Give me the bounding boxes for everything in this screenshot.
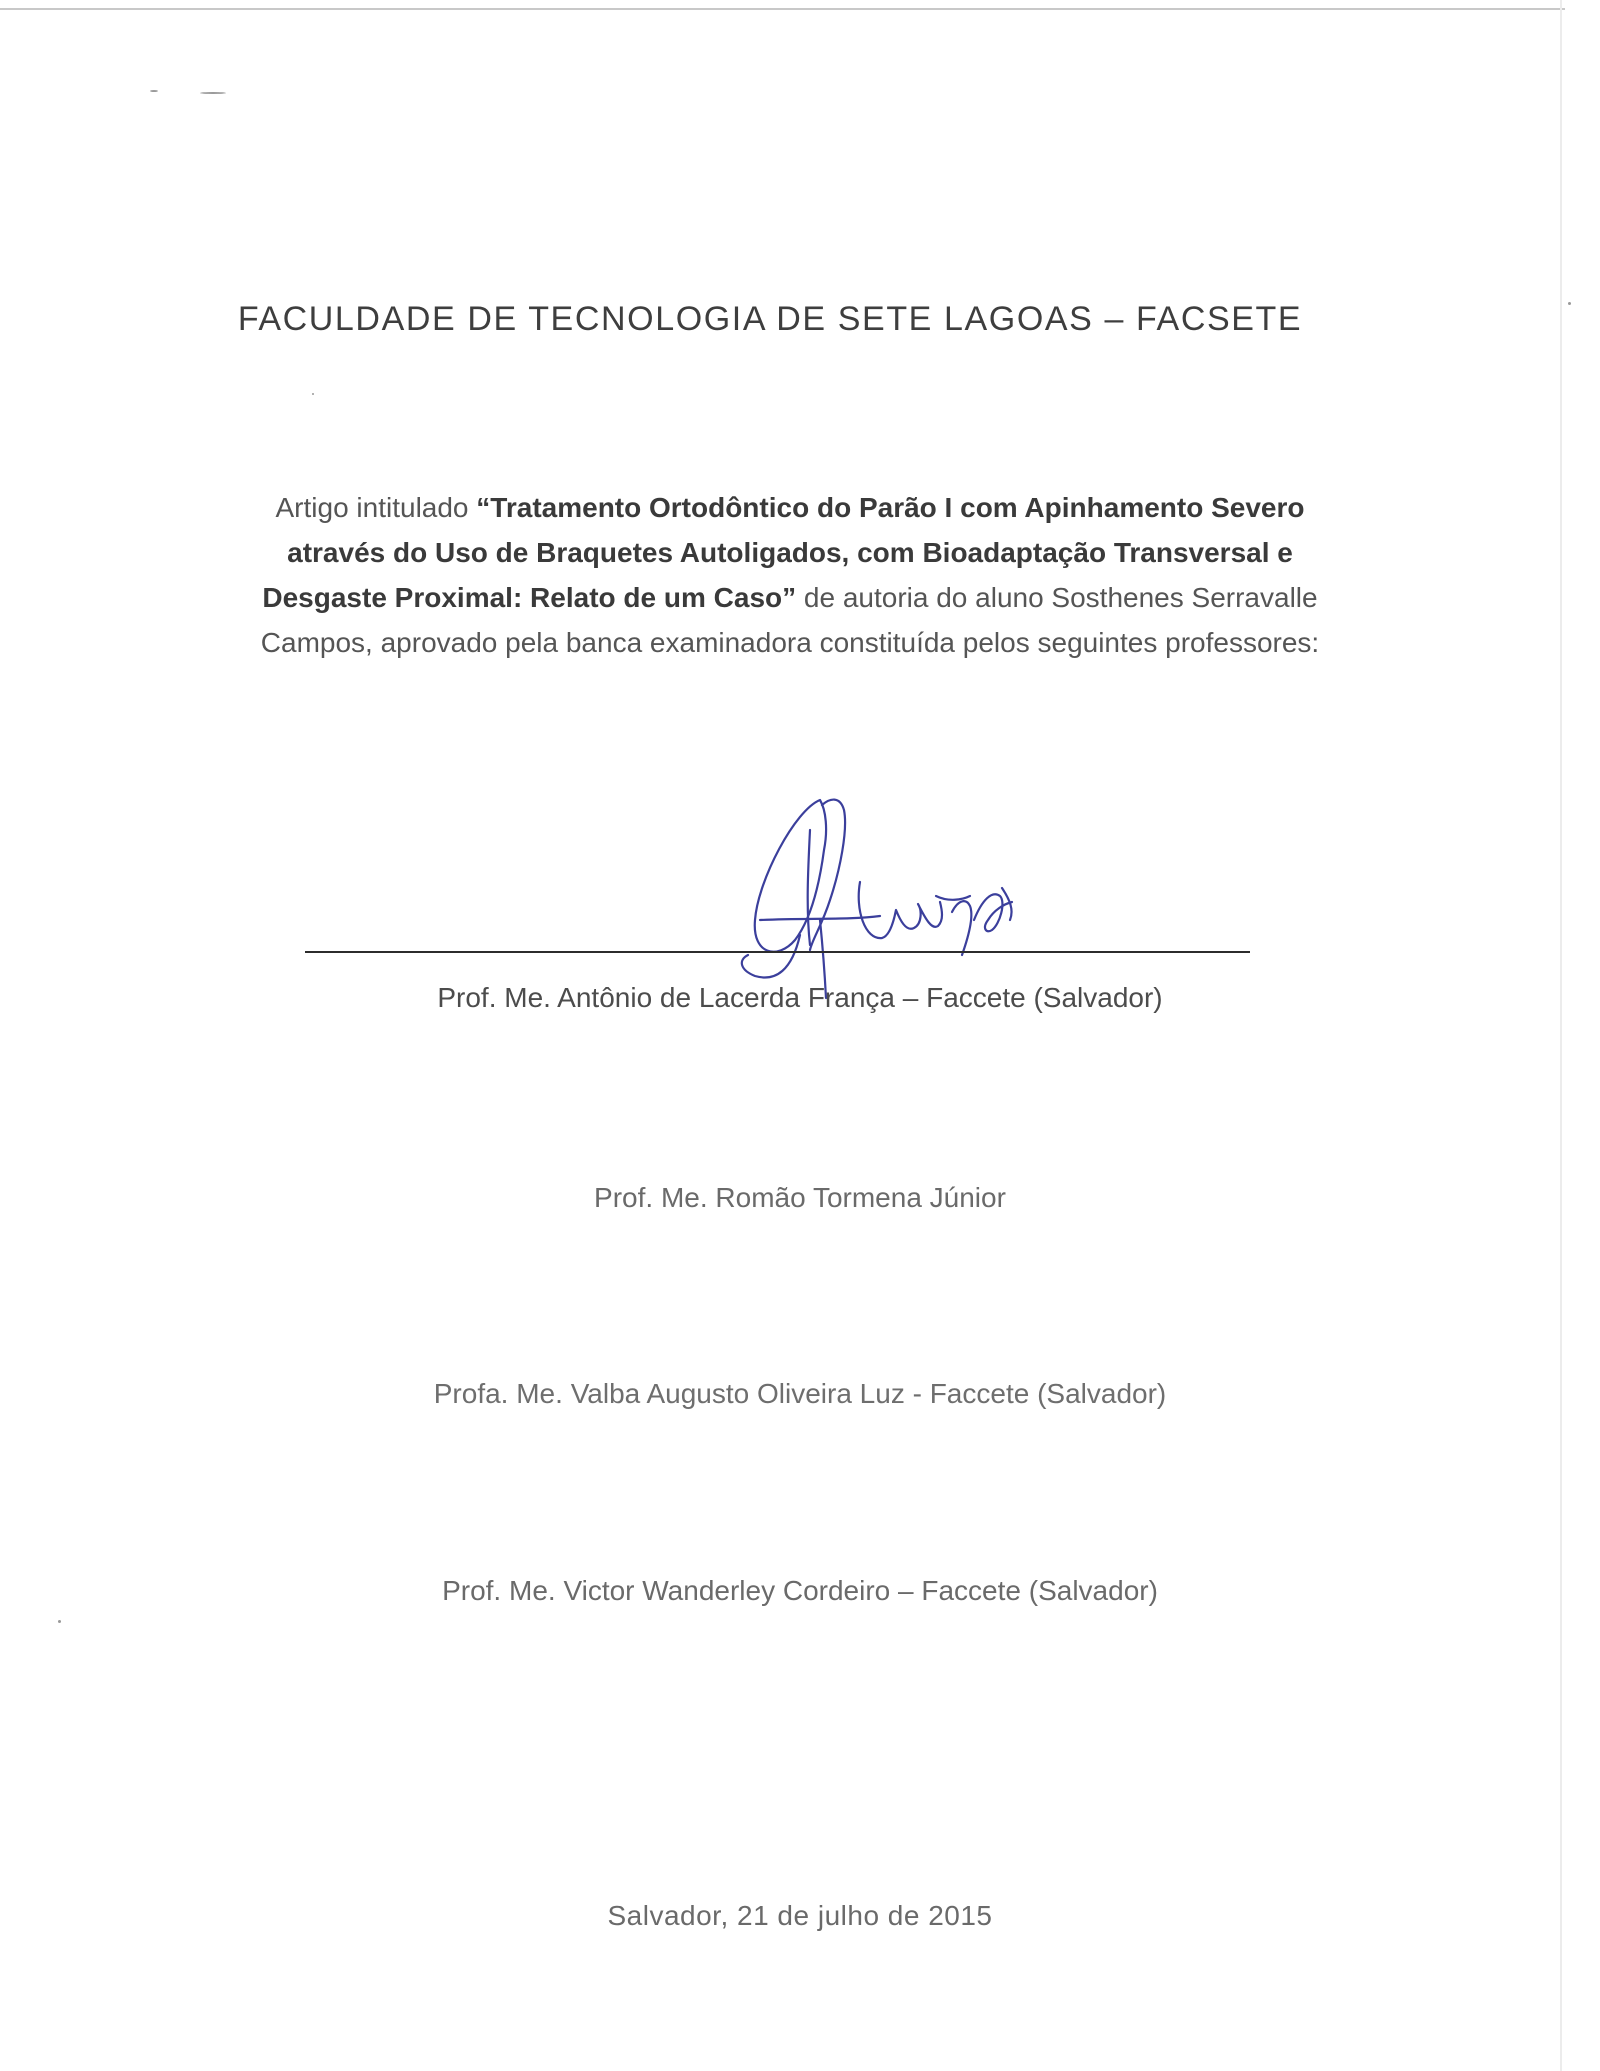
examiner-2: Prof. Me. Romão Tormena Júnior <box>594 1182 1006 1213</box>
scan-speck <box>312 393 314 395</box>
approval-statement <box>240 485 1340 665</box>
scan-edge-top <box>0 8 1565 10</box>
examiner-1: Prof. Me. Antônio de Lacerda França – Faccete (Salvador) <box>437 982 1163 1013</box>
scan-speck <box>150 90 158 92</box>
intro-suffix: de autoria do aluno Sosthenes Serravalle Campos, aprovado pela banca examinadora constituída pelos seguintes professores: <box>260 582 1320 658</box>
examiner-3: Profa. Me. Valba Augusto Oliveira Luz - Faccete (Salvador) <box>433 1378 1167 1409</box>
article-title: “Tratamento Ortodôntico do Parão I com Apinhamento Severo através do Uso de Braquetes Autoligados, com Bioadaptação Transversal e Desgaste Proximal: Relato de um Caso” <box>262 492 1305 613</box>
scan-speck <box>58 1620 61 1623</box>
institution-heading: FACULDADE DE TECNOLOGIA DE SETE LAGOAS – FACSETE <box>237 300 1303 338</box>
examiner-4: Prof. Me. Victor Wanderley Cordeiro – Faccete (Salvador) <box>442 1575 1158 1606</box>
scan-edge-right <box>1560 0 1562 2071</box>
scan-speck <box>200 92 226 94</box>
handwritten-signature-icon <box>700 770 1060 1000</box>
scan-speck <box>1568 302 1571 305</box>
signature-line <box>305 951 1250 953</box>
place-and-date: Salvador, 21 de julho de 2015 <box>607 1900 993 1931</box>
intro-prefix: Artigo intitulado <box>275 492 477 523</box>
